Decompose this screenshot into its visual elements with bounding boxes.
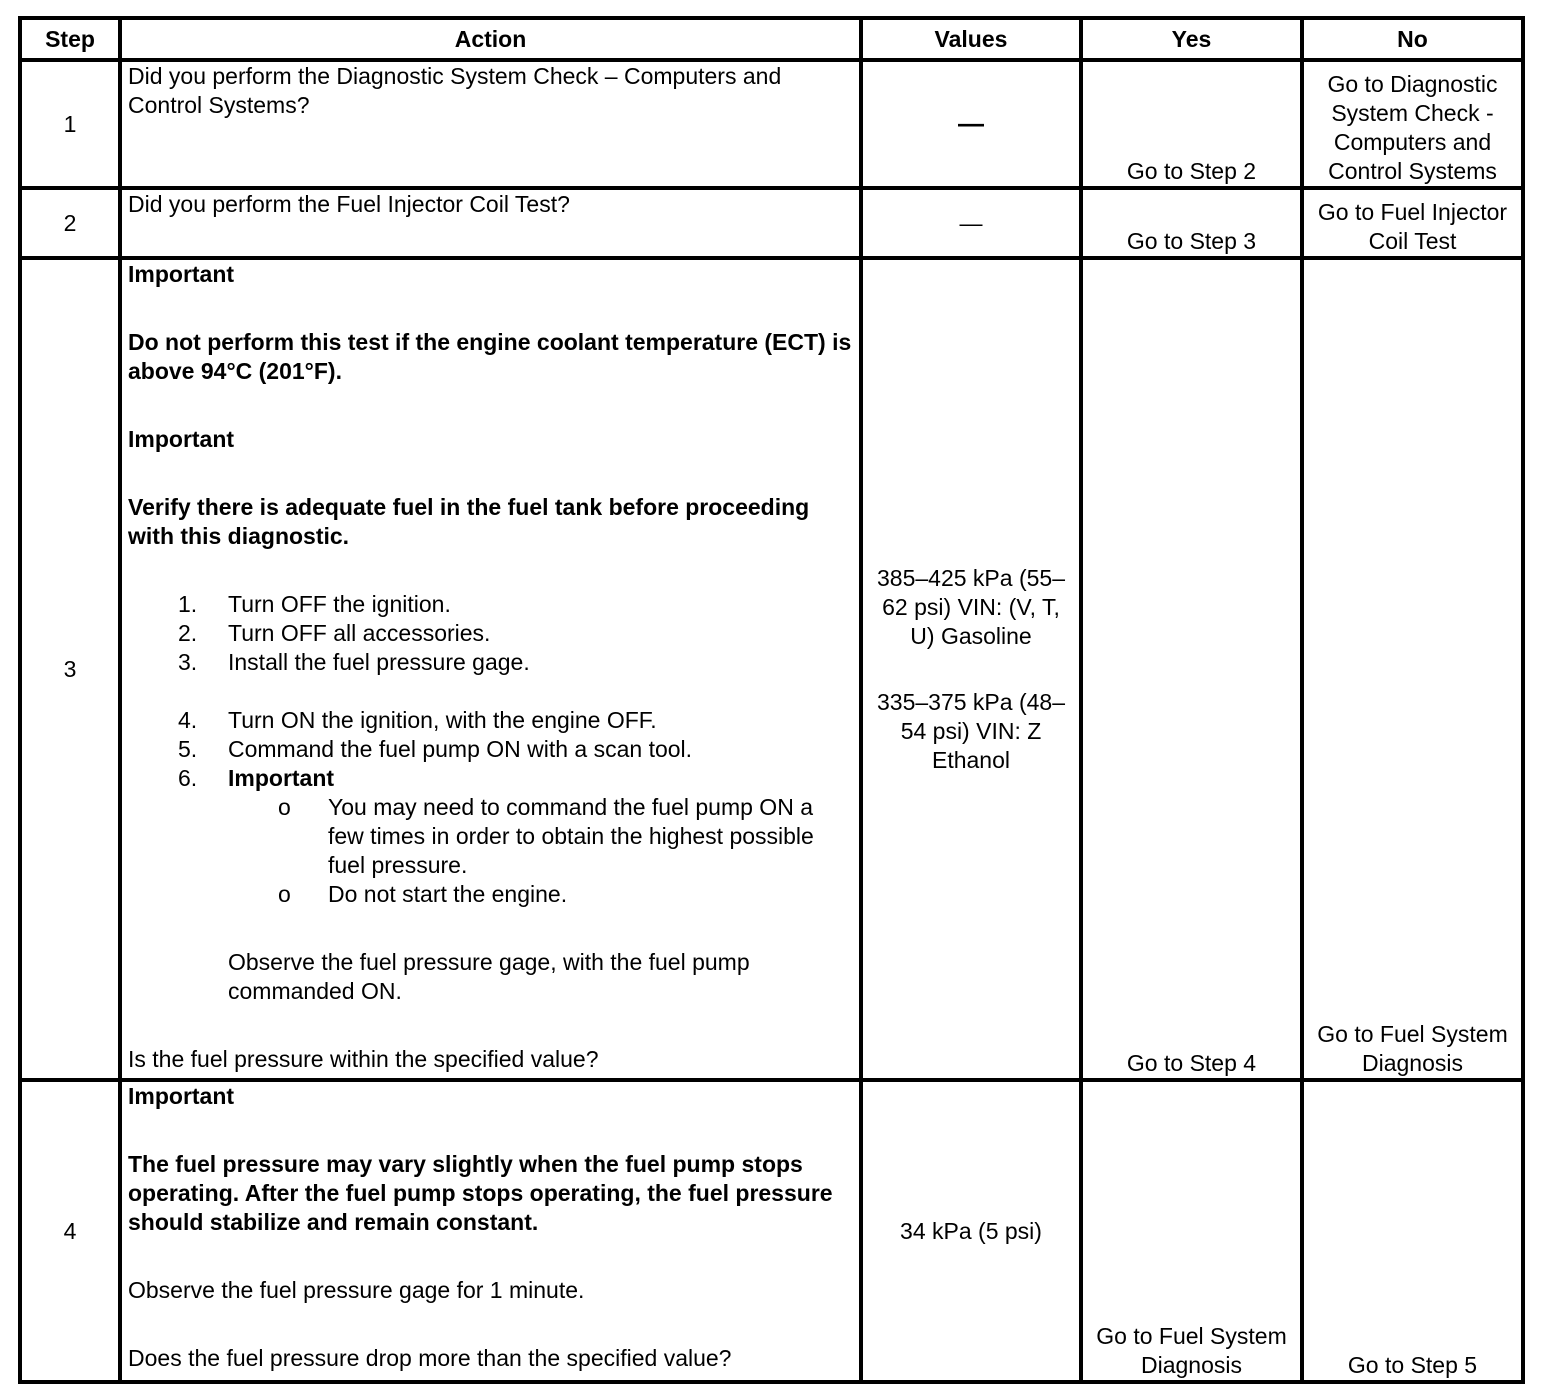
yes-text: Go to Step 2 — [1081, 60, 1302, 188]
header-step: Step — [20, 18, 120, 60]
header-row — [20, 18, 1523, 60]
action-cell — [120, 258, 861, 1080]
list-number: 4. — [178, 707, 198, 733]
procedure-list — [128, 590, 853, 909]
important-note: The fuel pressure may vary slightly when the fuel pump stops operating. After the fuel pump stops operating, the fuel pressure should stabilize and remain constant. — [128, 1151, 833, 1235]
value-text: 34 kPa (5 psi) — [861, 1080, 1081, 1382]
list-item — [178, 735, 853, 764]
action-cell — [120, 1080, 861, 1382]
header-action: Action — [120, 18, 861, 60]
list-item — [178, 648, 853, 677]
value-text — [861, 60, 1081, 188]
header-values: Values — [861, 18, 1081, 60]
list-text: Command the fuel pump ON with a scan tool. — [228, 736, 693, 762]
sub-list — [228, 793, 853, 909]
sub-list-item — [278, 793, 853, 880]
list-number: 6. — [178, 765, 198, 791]
important-label: Important — [128, 1083, 235, 1109]
list-text: Turn OFF all accessories. — [228, 620, 491, 646]
yes-text: Go to Step 4 — [1081, 258, 1302, 1080]
list-text: Turn ON the ignition, with the engine OFF. — [228, 707, 657, 733]
step-number: 3 — [20, 258, 120, 1080]
table-row-step-1 — [20, 60, 1523, 188]
important-label: Important — [128, 261, 235, 287]
list-number: 2. — [178, 620, 198, 646]
yes-text: Go to Fuel System Diagnosis — [1081, 1080, 1302, 1382]
list-text: Install the fuel pressure gage. — [228, 649, 530, 675]
observe-text: Observe the fuel pressure gage, with the fuel pump commanded ON. — [228, 949, 750, 1004]
table-row-step-3 — [20, 258, 1523, 1080]
list-item — [178, 706, 853, 735]
table-row-step-4 — [20, 1080, 1523, 1382]
no-text: Go to Diagnostic System Check - Computers and Control Systems — [1302, 60, 1523, 188]
no-text: Go to Fuel Injector Coil Test — [1302, 188, 1523, 258]
step-number: 2 — [20, 188, 120, 258]
value-dash: — — [958, 108, 984, 138]
list-item — [178, 764, 853, 909]
list-text: Important — [228, 765, 335, 791]
sub-list-item — [278, 880, 853, 909]
bullet: o — [278, 881, 291, 907]
sub-text: Do not start the engine. — [328, 881, 568, 907]
question-text: Does the fuel pressure drop more than the specified value? — [128, 1345, 732, 1371]
step-number: 1 — [20, 60, 120, 188]
no-text: Go to Fuel System Diagnosis — [1302, 258, 1523, 1080]
action-text: Did you perform the Diagnostic System Check – Computers and Control Systems? — [120, 60, 861, 188]
header-yes: Yes — [1081, 18, 1302, 60]
list-item — [178, 619, 853, 648]
action-text: Did you perform the Fuel Injector Coil Test? — [120, 188, 861, 258]
important-note: Verify there is adequate fuel in the fuel tank before proceeding with this diagnostic. — [128, 494, 810, 549]
no-text: Go to Step 5 — [1302, 1080, 1523, 1382]
value-cell — [861, 258, 1081, 1080]
list-number: 1. — [178, 591, 198, 617]
important-label: Important — [128, 426, 235, 452]
sub-text: You may need to command the fuel pump ON a few times in order to obtain the highest possible fuel pressure. — [328, 794, 814, 878]
bullet: o — [278, 794, 291, 820]
list-item — [178, 590, 853, 619]
question-text: Is the fuel pressure within the specified value? — [128, 1046, 599, 1072]
list-text: Turn OFF the ignition. — [228, 591, 451, 617]
list-number: 5. — [178, 736, 198, 762]
diagnostic-table — [18, 16, 1525, 1384]
important-note: Do not perform this test if the engine coolant temperature (ECT) is above 94°C (201°F). — [128, 329, 852, 384]
value-text: 335–375 kPa (48–54 psi) VIN: Z Ethanol — [877, 688, 1065, 773]
table-row-step-2 — [20, 188, 1523, 258]
value-text: — — [861, 188, 1081, 258]
list-number: 3. — [178, 649, 198, 675]
yes-text: Go to Step 3 — [1081, 188, 1302, 258]
header-no: No — [1302, 18, 1523, 60]
step-number: 4 — [20, 1080, 120, 1382]
value-text: 385–425 kPa (55–62 psi) VIN: (V, T, U) Gasoline — [877, 564, 1065, 649]
observe-text: Observe the fuel pressure gage for 1 minute. — [128, 1277, 585, 1303]
